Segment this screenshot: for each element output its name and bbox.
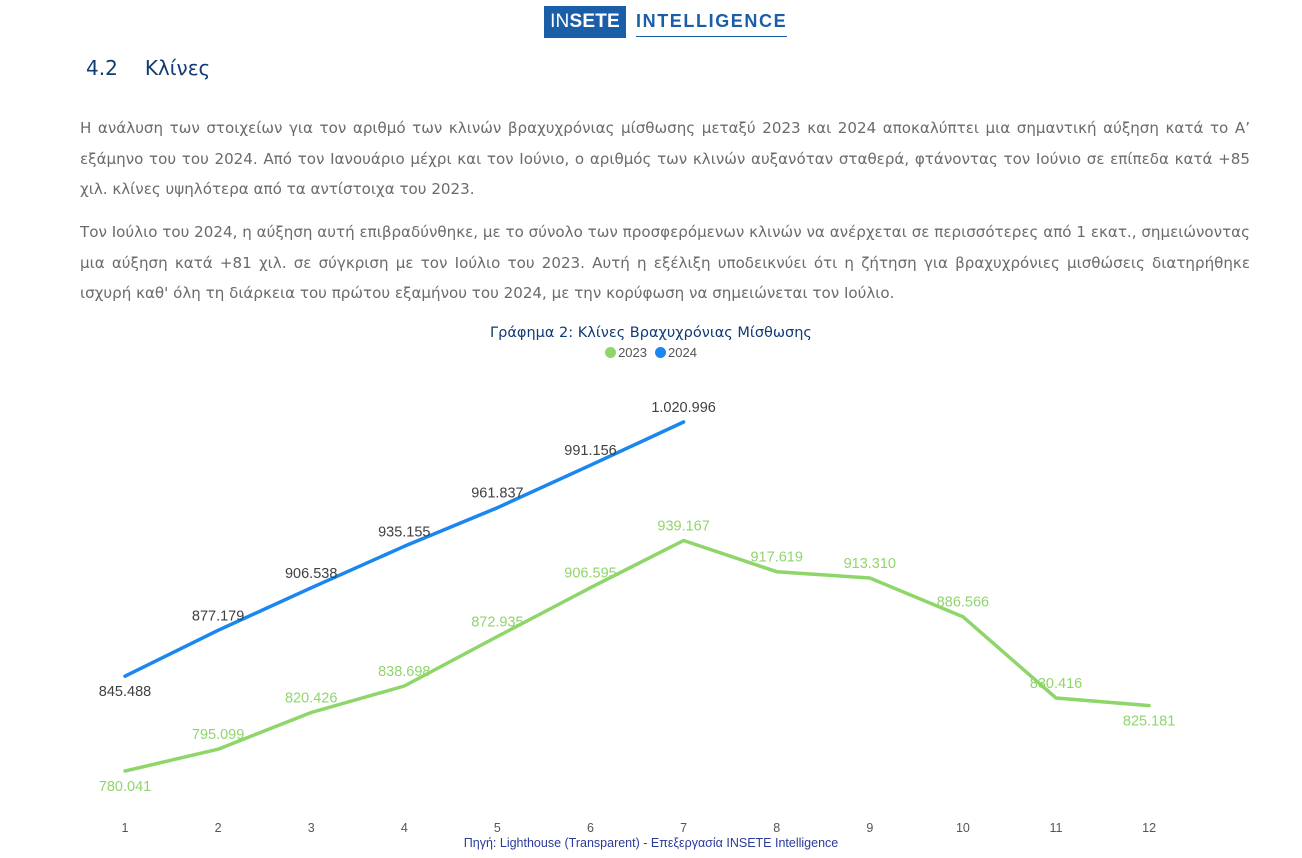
data-label-2023-12: 825.181 [1122,713,1176,730]
logo-box-bold: SETE [569,11,620,32]
data-label-2024-3: 906.538 [284,565,338,582]
section-title: Κλίνες [144,56,211,80]
data-label-2023-5: 872.935 [471,614,524,631]
data-label-2024-1: 845.488 [98,684,152,701]
logo-text: INTELLIGENCE [636,6,787,37]
data-label-2024-2: 877.179 [191,608,245,625]
x-tick-label-8: 8 [773,821,781,835]
x-tick-label-6: 6 [587,821,594,835]
x-tick-label-9: 9 [866,821,874,835]
data-label-2024-4: 935.155 [378,524,431,541]
x-tick-label-1: 1 [121,821,129,835]
x-tick-label-7: 7 [680,821,688,835]
series-line-2023 [125,541,1149,772]
chart-source: Πηγή: Lighthouse (Transparent) - Επεξεργασία INSETE Intelligence [463,836,839,850]
series-line-2024 [125,422,684,676]
chart-title: Γράφημα 2: Κλίνες Βραχυχρόνιας Μίσθωσης [490,325,812,341]
x-tick-label-2: 2 [214,821,222,835]
data-label-2023-11: 830.416 [1029,676,1083,693]
x-tick-label-11: 11 [1049,821,1063,835]
data-label-2023-8: 917.619 [750,549,803,566]
data-label-2023-7: 939.167 [657,518,710,535]
section-number: 4.2 [86,56,118,80]
legend-label-2023: 2023 [618,345,647,360]
data-label-2024-6: 991.156 [564,443,617,460]
data-label-2024-7: 1.020.996 [651,400,716,416]
data-label-2023-6: 906.595 [564,565,617,582]
x-tick-label-3: 3 [307,821,315,835]
paragraph-2: Τον Ιούλιο του 2024, η αύξηση αυτή επιβραδύνθηκε, με το σύνολο των προσφερόμενων κλινών να ανέρχεται σε περισσότερες από 1 εκατ., σημειώνοντας μια αύξηση κατά +81 χιλ. σε σύγκριση με τον Ιούλιο του 2023. Αυτή η εξέλιξη υποδεικνύει ότι η ζήτηση για βραχυχρόνιες μισθώσεις διατηρήθηκε ισχυρή καθ' όλη τη διάρκεια του πρώτου εξαμήνου του 2024, με την κορύφωση να σημειώνεται τον Ιούλιο. [80,223,1250,302]
logo-box-prefix: IN [550,11,570,32]
x-tick-label-10: 10 [955,821,970,835]
data-label-2023-10: 886.566 [936,594,990,611]
data-label-2023-1: 780.041 [98,779,152,795]
data-label-2023-9: 913.310 [843,555,897,572]
x-tick-label-4: 4 [400,821,408,835]
x-tick-label-5: 5 [493,821,501,835]
paragraph-1: Η ανάλυση των στοιχείων για τον αριθμό των κλινών βραχυχρόνιας μίσθωσης μεταξύ 2023 και 2024 αποκαλύπτει μια σημαντική αύξηση κατά το Α’ εξάμηνο του του 2024. Από τον Ιανουάριο μέχρι και τον Ιούνιο, ο αριθμός των κλινών αυξανόταν σταθερά, φτάνοντας τον Ιούνιο σε επίπεδα κατά +85 χιλ. κλίνες υψηλότερα από τα αντίστοιχα του 2023. [80,119,1250,198]
data-label-2023-2: 795.099 [191,727,245,744]
legend-label-2024: 2024 [668,345,697,360]
data-label-2023-3: 820.426 [284,690,338,707]
data-label-2023-4: 838.698 [378,664,431,681]
x-tick-label-12: 12 [1142,821,1157,835]
data-label-2024-5: 961.837 [471,485,524,502]
